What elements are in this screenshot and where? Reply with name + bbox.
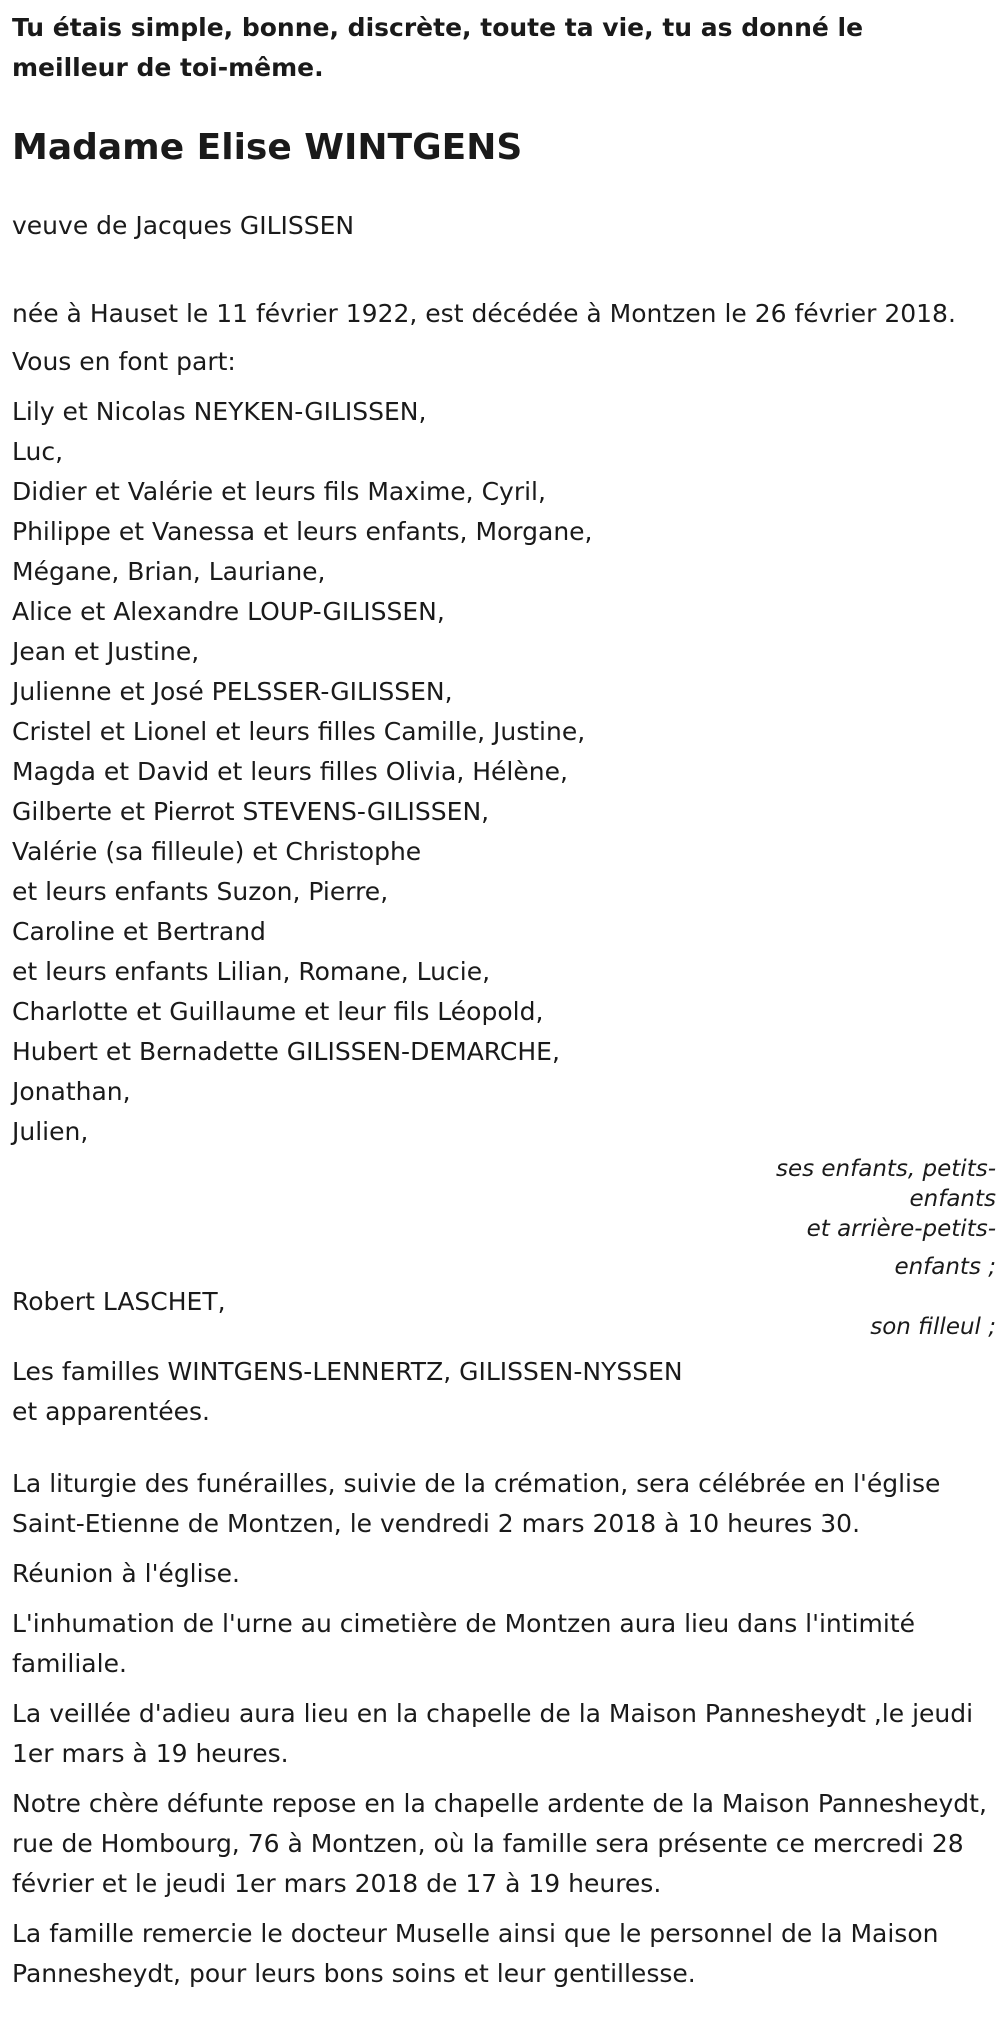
list-item: Jean et Justine, [12, 637, 200, 666]
family-list [12, 392, 988, 1152]
birth-death-dates: née à Hauset le 11 février 1922, est décédée à Montzen le 26 février 2018. [12, 299, 956, 328]
widow-of: veuve de Jacques GILISSEN [12, 211, 355, 240]
list-item: Valérie (sa filleule) et Christophe [12, 837, 422, 866]
repose-paragraph: Notre chère défunte repose en la chapelle ardente de la Maison Pannesheydt, rue de Hombourg, 76 à Montzen, où la famille sera présente ce mercredi 28 février et le jeudi 1er mars 2018 de 17 à 19 heures. [12, 1789, 987, 1898]
list-item: Cristel et Lionel et leurs filles Camille, Justine, [12, 717, 586, 746]
list-item: Charlotte et Guillaume et leur fils Léopold, [12, 997, 544, 1026]
families-line: et apparentées. [12, 1397, 210, 1426]
relation-children [12, 1154, 996, 1282]
list-item: Julien, [12, 1117, 89, 1146]
extended-families [12, 1352, 988, 1432]
families-line: Les familles WINTGENS-LENNERTZ, GILISSEN-NYSSEN [12, 1357, 683, 1386]
relation-children-line: ses enfants, petits- [775, 1156, 996, 1182]
list-item: Hubert et Bernadette GILISSEN-DEMARCHE, [12, 1037, 560, 1066]
deceased-name: Madame Elise WINTGENS [12, 127, 523, 168]
godson-row [12, 1282, 996, 1352]
list-item: Philippe et Vanessa et leurs enfants, Morgane, [12, 517, 593, 546]
list-item: Gilberte et Pierrot STEVENS-GILISSEN, [12, 797, 490, 826]
relation-godson: son filleul ; [870, 1314, 996, 1340]
list-item: Luc, [12, 437, 64, 466]
list-item: Magda et David et leurs filles Olivia, Hélène, [12, 757, 568, 786]
list-item: Mégane, Brian, Lauriane, [12, 557, 326, 586]
list-item: Alice et Alexandre LOUP-GILISSEN, [12, 597, 445, 626]
epitaph: Tu étais simple, bonne, discrète, toute ta vie, tu as donné le meilleur de toi-même. [12, 13, 864, 82]
vigil-paragraph: La veillée d'adieu aura lieu en la chapelle de la Maison Pannesheydt ,le jeudi 1er mars à 19 heures. [12, 1699, 974, 1768]
thanks-paragraph: La famille remercie le docteur Muselle ainsi que le personnel de la Maison Pannesheydt, pour leurs bons soins et leur gentillesse. [12, 1919, 939, 1988]
liturgy-paragraph: La liturgie des funérailles, suivie de la crémation, sera célébrée en l'église Saint-Etienne de Montzen, le vendredi 2 mars 2018 à 10 heures 30. [12, 1469, 941, 1538]
meeting-paragraph: Réunion à l'église. [12, 1559, 240, 1588]
list-item: Lily et Nicolas NEYKEN-GILISSEN, [12, 397, 427, 426]
godson-name: Robert LASCHET, [12, 1287, 226, 1316]
list-item: Didier et Valérie et leurs fils Maxime, Cyril, [12, 477, 546, 506]
announcement-lead: Vous en font part: [12, 347, 236, 376]
list-item: et leurs enfants Lilian, Romane, Lucie, [12, 957, 491, 986]
relation-children-line: et arrière-petits- [806, 1216, 996, 1242]
list-item: et leurs enfants Suzon, Pierre, [12, 877, 389, 906]
burial-paragraph: L'inhumation de l'urne au cimetière de Montzen aura lieu dans l'intimité familiale. [12, 1609, 916, 1678]
relation-children-line: enfants [909, 1186, 996, 1212]
relation-children-line: enfants ; [894, 1254, 996, 1280]
list-item: Caroline et Bertrand [12, 917, 266, 946]
list-item: Julienne et José PELSSER-GILISSEN, [12, 677, 453, 706]
list-item: Jonathan, [12, 1077, 131, 1106]
